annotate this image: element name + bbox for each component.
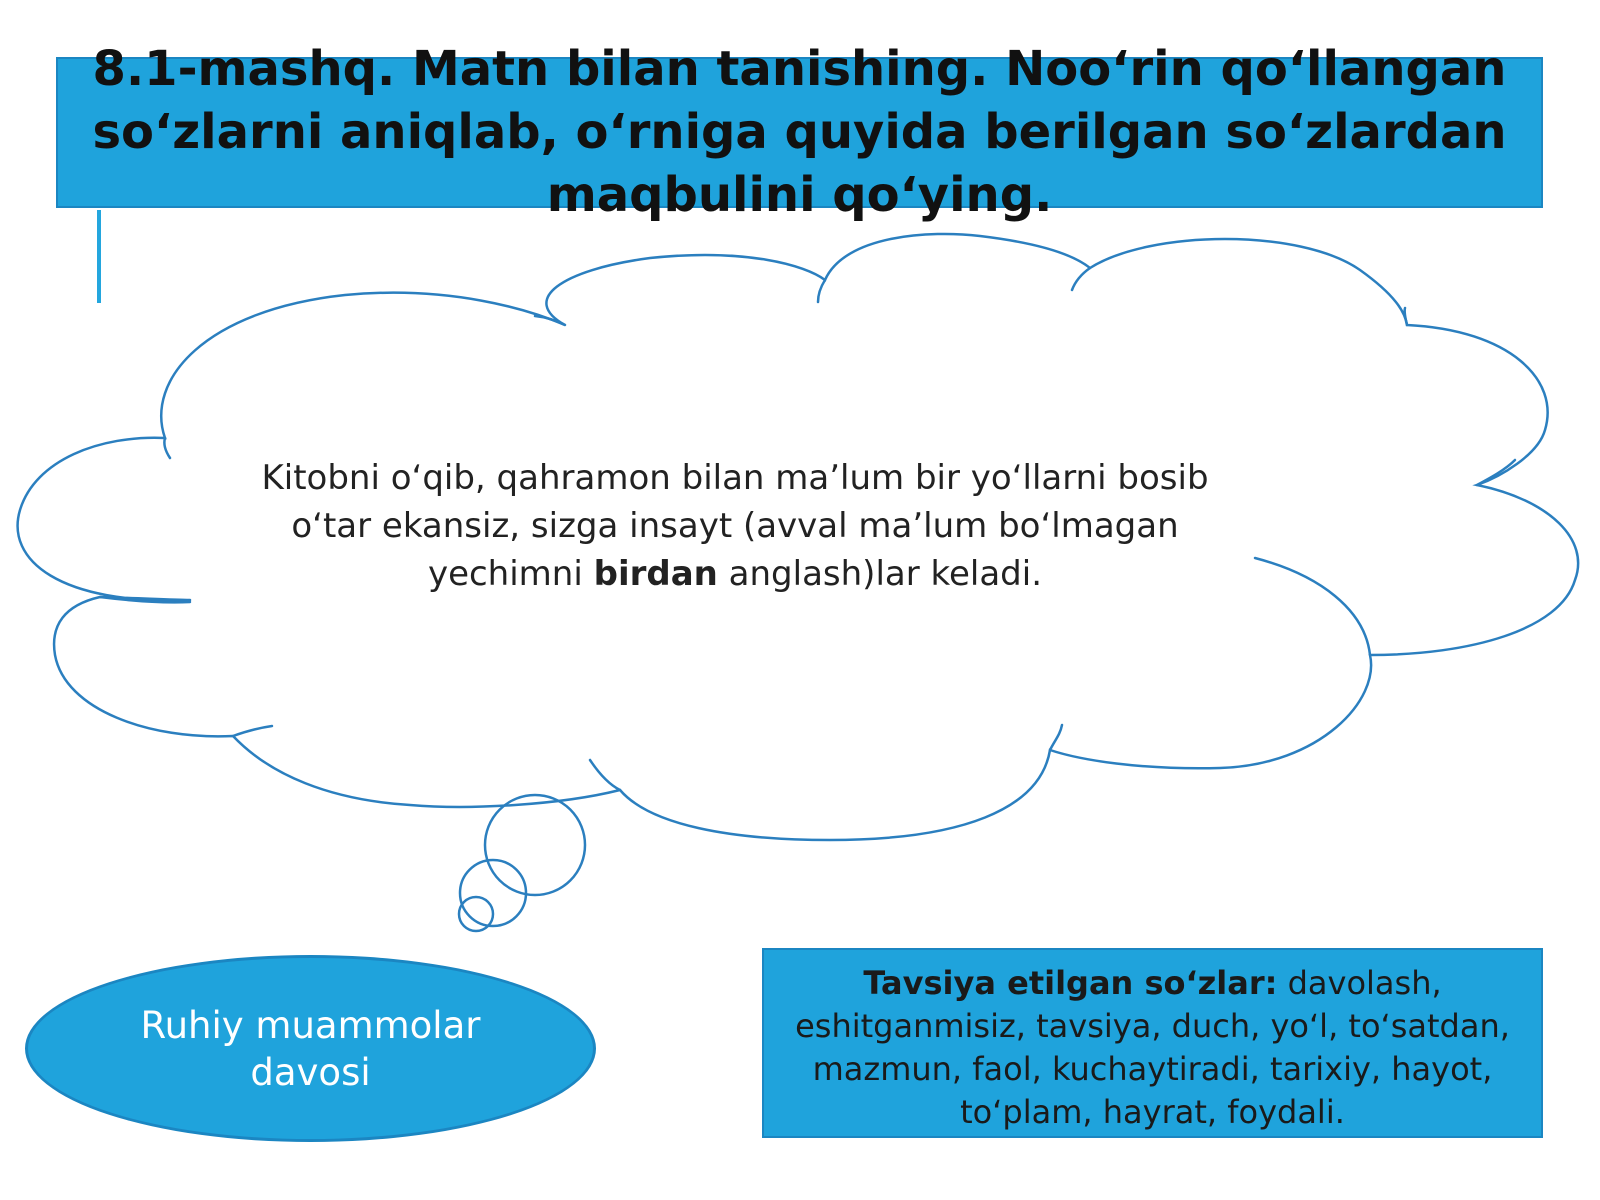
cloud-text-after: anglash)lar keladi. [717,554,1043,594]
cloud-lobe-line [590,760,620,790]
cloud-paragraph [255,454,1215,598]
cloud-lobe-line [1072,268,1090,290]
cloud-lobe-line [1477,460,1515,485]
recommended-words-list: davolash, eshitganmisiz, tavsiya, duch, yo‘l, to‘satdan, mazmun, faol, kuchaytiradi, tarixiy, hayot, to‘plam, hayrat, foydali. [795,964,1510,1131]
cloud-lobe-line [233,726,272,736]
thought-bubble-small [459,897,493,931]
cloud-lobe-line [1405,308,1407,325]
recommended-words-box [762,948,1543,1138]
cloud-lobe-line [164,438,170,458]
cloud-lobe-line [818,280,825,302]
cloud-lobe-line [1050,725,1062,750]
cloud-lobe-line [535,316,565,325]
cloud-lobe-line [1255,558,1370,655]
cloud-text-before: Kitobni o‘qib, qahramon bilan ma’lum bir yo‘llarni bosib o‘tar ekansiz, sizga insayt (avval ma’lum bo‘lmagan yechimni [261,458,1209,594]
exercise-title: 8.1-mashq. Matn bilan tanishing. Noo‘rin qo‘llangan so‘zlarni aniqlab, o‘rniga quyida berilgan so‘zlardan maqbulini qo‘ying. [92,41,1507,223]
thought-bubble-large [485,795,585,895]
cloud-bold-word: birdan [593,554,718,594]
topic-ellipse [25,955,596,1142]
recommended-words-heading: Tavsiya etilgan so‘zlar: [863,964,1278,1002]
topic-label: Ruhiy muammolar davosi [140,1003,481,1094]
